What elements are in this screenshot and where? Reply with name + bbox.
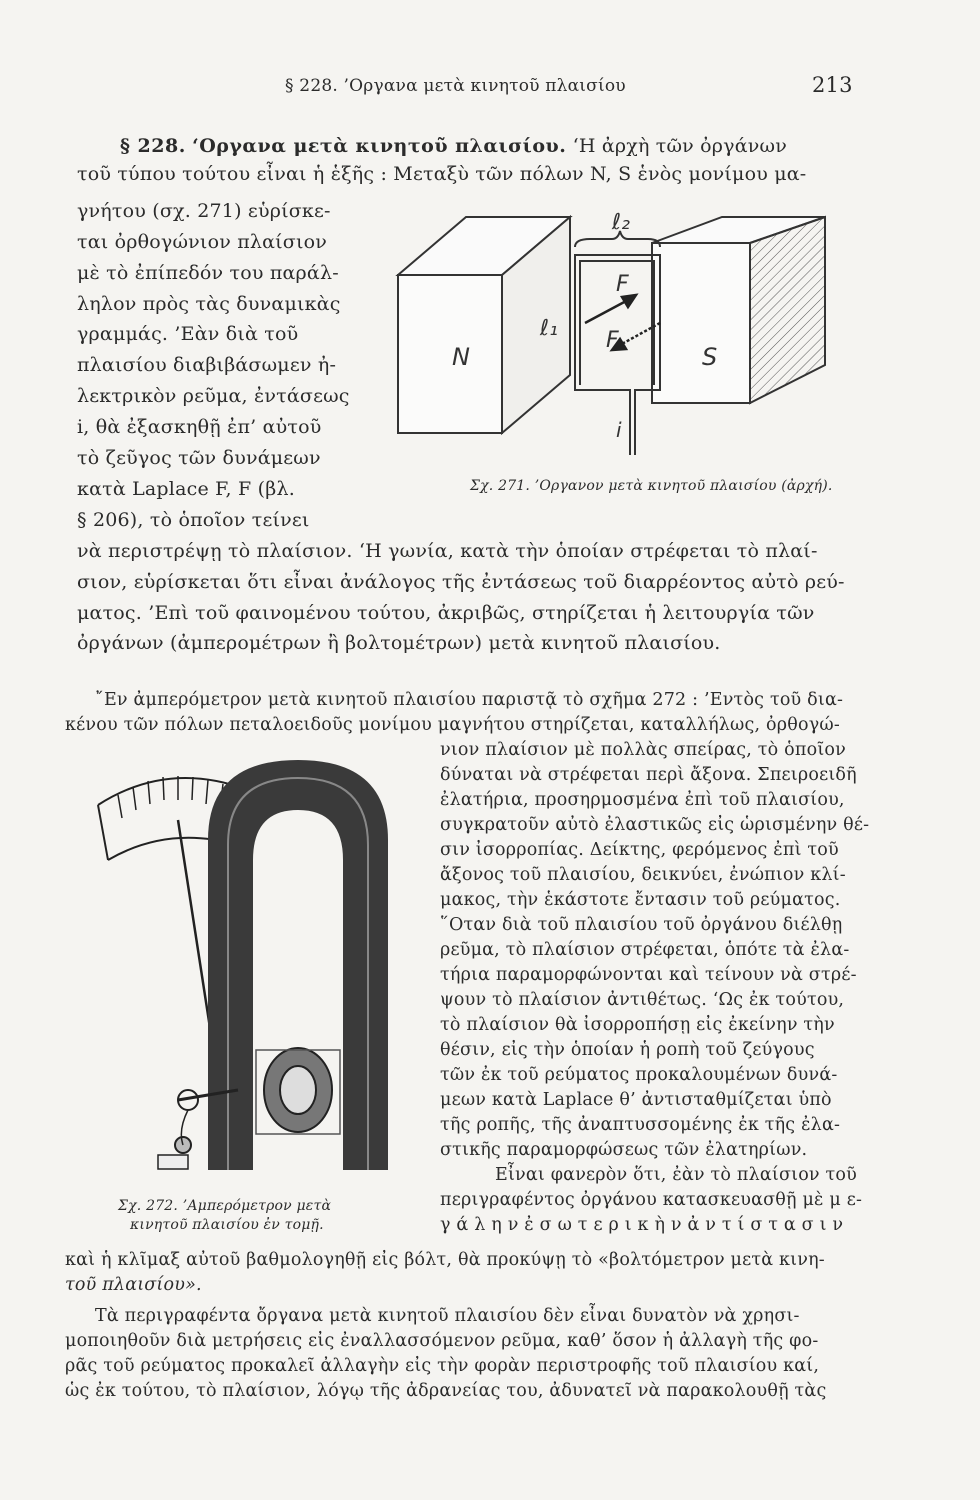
wrap-line: πλαισίου διαβιβάσωμεν ἠ- <box>77 354 337 376</box>
wrap-line: γνήτου (σχ. 271) εὑρίσκε- <box>77 200 331 222</box>
label-s: S <box>702 343 718 371</box>
right-col-line: Εἶναι φανερὸν ὅτι, ἐὰν τὸ πλαίσιον τοῦ <box>495 1165 857 1185</box>
small-intro-line: κένου τῶν πόλων πεταλοειδοῦς μονίμου μαγνήτου στηρίζεται, καταλλήλως, ὀρθογώ- <box>65 715 840 735</box>
wrap-line: ται ὀρθογώνιον πλαίσιον <box>77 231 328 253</box>
right-col-line: μεων κατὰ Laplace θ’ ἀντισταθμίζεται ὑπὸ <box>440 1090 832 1110</box>
para2-line: ὡς ἐκ τούτου, τὸ πλαίσιον, λόγῳ τῆς ἀδρανείας του, ἀδυνατεῖ νὰ παρακολουθῇ τὰς <box>65 1381 827 1401</box>
right-col-line: ψουν τὸ πλαίσιον ἀντιθέτως. ‘Ως ἐκ τούτου, <box>440 990 845 1010</box>
right-col-line: ἐλατήρια, προσηρμοσμένα ἐπὶ τοῦ πλαισίου, <box>440 790 845 810</box>
running-head: § 228. ’Οργανα μετὰ κινητοῦ πλαισίου <box>285 76 626 96</box>
right-col-line: ῞Οταν διὰ τοῦ πλαισίου τοῦ ὀργάνου διέλθῃ <box>440 915 843 935</box>
section-lead: ‘Η ἀρχὴ τῶν ὀργάνων <box>572 135 787 157</box>
right-col-line: σιν ἰσορροπίας. Δείκτης, φερόμενος ἐπὶ τοῦ <box>440 840 839 860</box>
spaced-emphasis-line: γ ά λ η ν ἐ σ ω τ ε ρ ι κ ὴ ν ἀ ν τ ί σ τ α σ ι ν <box>440 1215 844 1235</box>
right-col-line: θέσιν, εἰς τὴν ὁποίαν ἡ ροπὴ τοῦ ζεύγους <box>440 1040 815 1060</box>
right-col-line: τῶν ἐκ τοῦ ρεύματος προκαλουμένων δυνά- <box>440 1065 838 1085</box>
para2-line: ρᾶς τοῦ ρεύματος προκαλεῖ ἀλλαγὴν εἰς τὴν φορὰν περιστροφῆς τοῦ πλαισίου καί, <box>65 1356 820 1376</box>
right-col-line: περιγραφέντος ὀργάνου κατασκευασθῇ μὲ μ ε- <box>440 1190 863 1210</box>
figure-272-caption: κινητοῦ πλαισίου ἐν τομῇ. <box>130 1217 324 1233</box>
body-line: ματος. ’Επὶ τοῦ φαινομένου τούτου, ἀκριβῶς, στηρίζεται ἡ λειτουργία τῶν <box>77 602 815 624</box>
right-col-line: συγκρατοῦν αὐτὸ ἐλαστικῶς εἰς ὡρισμένην θέ- <box>440 815 870 835</box>
figure-272-caption: Σχ. 272. ’Αμπερόμετρον μετὰ <box>118 1198 332 1214</box>
body-small-line: τοῦ πλαισίου». <box>65 1275 202 1295</box>
right-col-line: δύναται νὰ στρέφεται περὶ ἄξονα. Σπειροειδῆ <box>440 765 857 785</box>
right-col-line: νιον πλαίσιον μὲ πολλὰς σπείρας, τὸ ὁποῖον <box>440 740 846 760</box>
right-col-line: μακος, τὴν ἑκάστοτε ἔντασιν τοῦ ρεύματος. <box>440 890 841 910</box>
para2-line: μοποιηθοῦν διὰ μετρήσεις εἰς ἐναλλασσόμενον ρεῦμα, καθ’ ὅσον ἡ ἀλλαγὴ τῆς φο- <box>65 1331 819 1351</box>
right-col-line: τὸ πλαίσιον θὰ ἰσορροπήσῃ εἰς ἐκείνην τὴν <box>440 1015 835 1035</box>
right-col-line: στικῆς παραμορφώσεως τῶν ἐλατηρίων. <box>440 1140 808 1160</box>
right-col-line: τήρια παραμορφώνονται καὶ τείνουν νὰ στρέ- <box>440 965 857 985</box>
page-number: 213 <box>812 73 853 97</box>
body-line: νὰ περιστρέψῃ τὸ πλαίσιον. ‘Η γωνία, κατὰ τὴν ὁποίαν στρέφεται τὸ πλαί- <box>77 540 818 562</box>
label-l1: ℓ₁ <box>540 316 558 341</box>
wrap-line: μὲ τὸ ἐπίπεδόν του παράλ- <box>77 262 339 284</box>
figure-271-diagram <box>390 205 850 480</box>
body-line: σιον, εὑρίσκεται ὅτι εἶναι ἀνάλογος τῆς ἐντάσεως τοῦ διαρρέοντος αὐτὸ ρεύ- <box>77 571 845 593</box>
section-number: § 228. <box>120 135 186 157</box>
wrap-line: ληλον πρὸς τὰς δυναμικὰς <box>77 293 341 315</box>
wrap-line: κατὰ Laplace F, F (βλ. <box>77 478 295 500</box>
wrap-line: λεκτρικὸν ρεῦμα, ἐντάσεως <box>77 385 350 407</box>
wrap-line: τὸ ζεῦγος τῶν δυνάμεων <box>77 447 321 469</box>
figure-272-diagram <box>88 750 418 1190</box>
wrap-line: γραμμάς. ’Εὰν διὰ τοῦ <box>77 323 299 345</box>
label-l2: ℓ₂ <box>612 210 630 235</box>
figure-271-caption: Σχ. 271. ’Οργανον μετὰ κινητοῦ πλαισίου (ἀρχή). <box>470 478 833 494</box>
small-intro-line: ῎Εν ἀμπερόμετρον μετὰ κινητοῦ πλαισίου παριστᾷ τὸ σχῆμα 272 : ’Εντὸς τοῦ δια- <box>95 690 844 710</box>
section-title: ‘Οργανα μετὰ κινητοῦ πλαισίου. <box>192 135 567 157</box>
label-n: N <box>452 343 470 371</box>
body-line: τοῦ τύπου τούτου εἶναι ἡ ἑξῆς : Μεταξὺ τῶν πόλων N, S ἑνὸς μονίμου μα- <box>77 163 807 185</box>
wrap-line: i, θὰ ἐξασκηθῇ ἐπ’ αὐτοῦ <box>77 416 322 438</box>
section-heading-line <box>120 134 787 158</box>
body-line: ὀργάνων (ἀμπερομέτρων ἢ βολτομέτρων) μετὰ κινητοῦ πλαισίου. <box>77 632 721 654</box>
label-f-top: F <box>616 272 629 297</box>
body-small-line: καὶ ἡ κλῖμαξ αὐτοῦ βαθμολογηθῇ εἰς βόλτ, θὰ προκύψῃ τὸ «βολτόμετρον μετὰ κινη- <box>65 1250 825 1270</box>
label-f-bottom: F <box>606 328 619 353</box>
right-col-line: ρεῦμα, τὸ πλαίσιον στρέφεται, ὁπότε τὰ ἐλα- <box>440 940 850 960</box>
label-i: i <box>616 418 622 442</box>
para2-line: Τὰ περιγραφέντα ὄργανα μετὰ κινητοῦ πλαισίου δὲν εἶναι δυνατὸν νὰ χρησι- <box>95 1306 800 1326</box>
wrap-line: § 206), τὸ ὁποῖον τείνει <box>77 509 310 531</box>
right-col-line: ἄξονος τοῦ πλαισίου, δεικνύει, ἐνώπιον κλί- <box>440 865 846 885</box>
right-col-line: τῆς ροπῆς, τῆς ἀναπτυσσομένης ἐκ τῆς ἐλα- <box>440 1115 841 1135</box>
